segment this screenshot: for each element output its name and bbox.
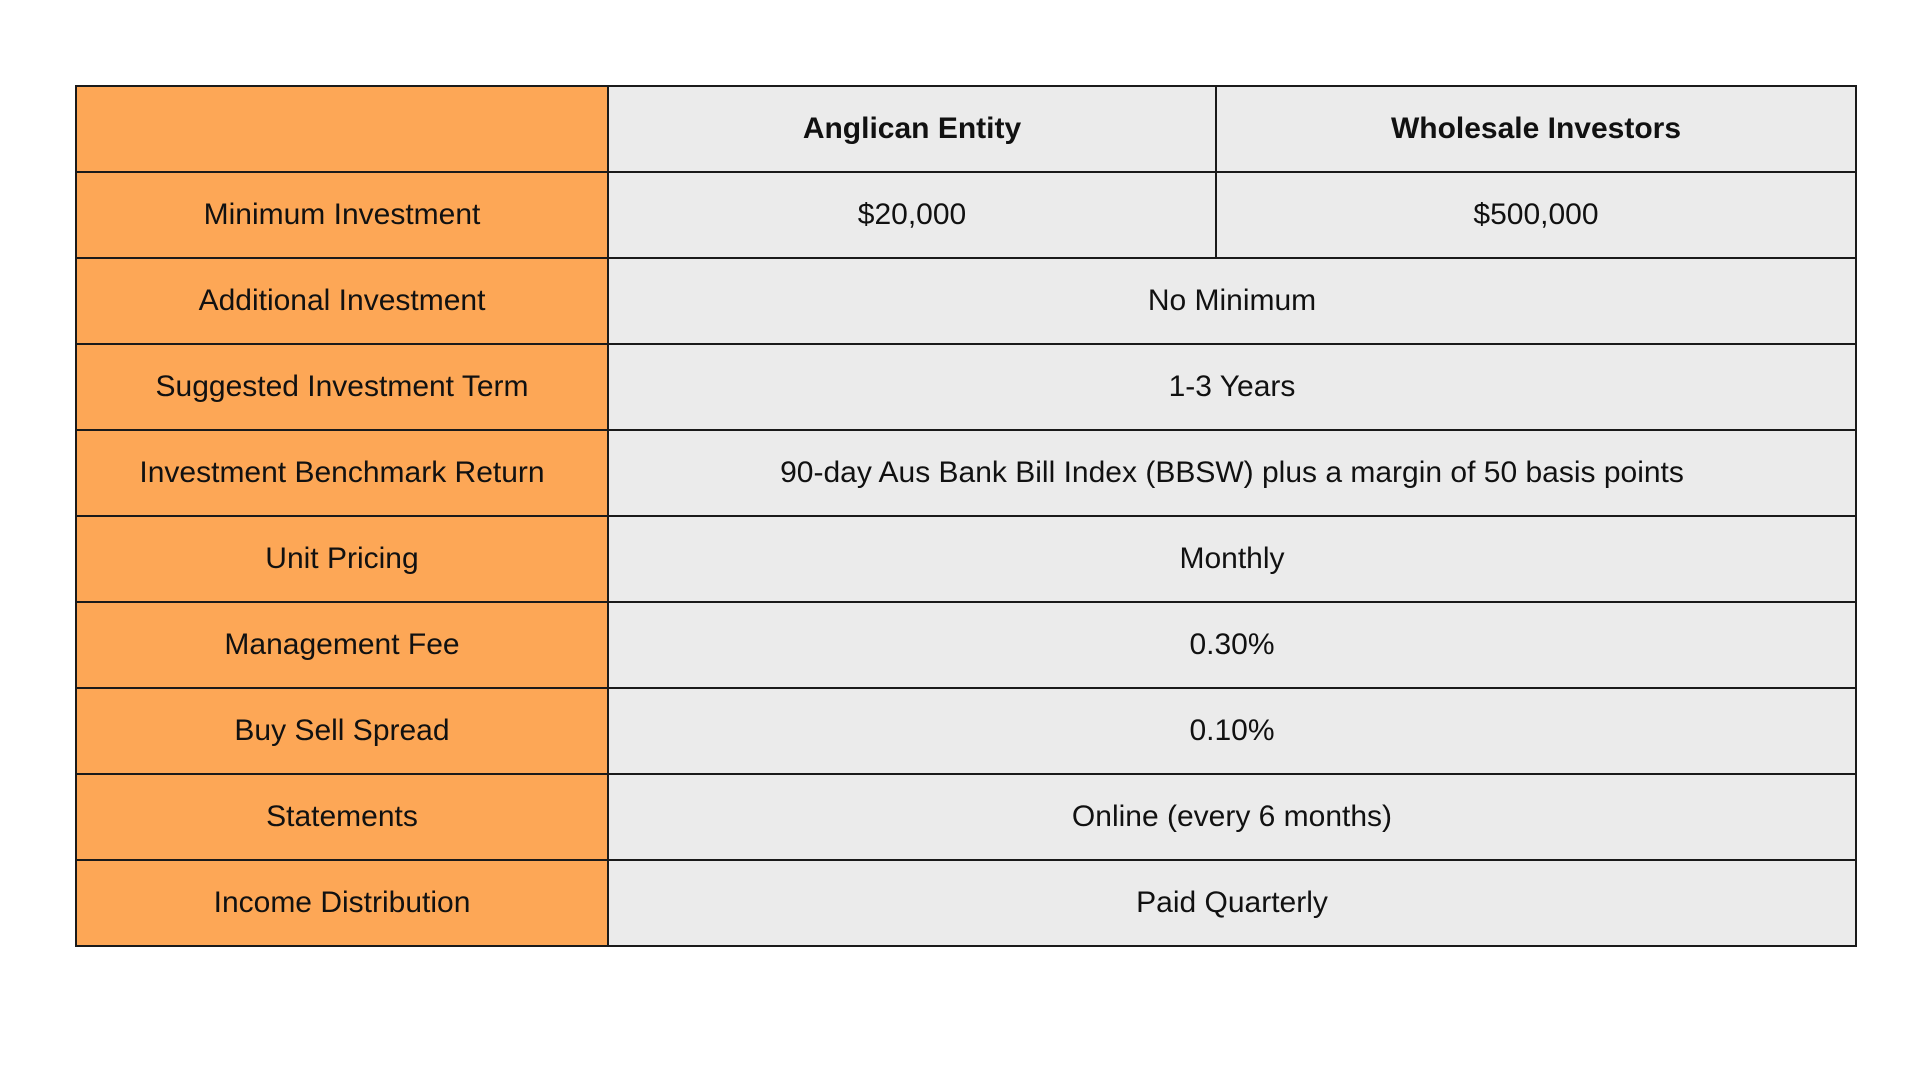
header-empty-cell [76,86,608,172]
row-label-additional-investment: Additional Investment [76,258,608,344]
row-label-unit-pricing: Unit Pricing [76,516,608,602]
minimum-investment-anglican: $20,000 [608,172,1216,258]
row-value-additional-investment: No Minimum [608,258,1856,344]
row-label-statements: Statements [76,774,608,860]
row-value-benchmark-return: 90-day Aus Bank Bill Index (BBSW) plus a margin of 50 basis points [608,430,1856,516]
row-label-suggested-term: Suggested Investment Term [76,344,608,430]
row-label-income-distribution: Income Distribution [76,860,608,946]
row-value-statements: Online (every 6 months) [608,774,1856,860]
row-value-buy-sell-spread: 0.10% [608,688,1856,774]
investment-terms-table-wrapper [75,85,1855,947]
row-label-buy-sell-spread: Buy Sell Spread [76,688,608,774]
header-anglican-entity: Anglican Entity [608,86,1216,172]
row-label-benchmark-return: Investment Benchmark Return [76,430,608,516]
table-row [76,516,1856,602]
table-row [76,430,1856,516]
row-label-minimum-investment: Minimum Investment [76,172,608,258]
table-row [76,258,1856,344]
table-row [76,774,1856,860]
table-row [76,602,1856,688]
row-value-unit-pricing: Monthly [608,516,1856,602]
table-row [76,172,1856,258]
minimum-investment-wholesale: $500,000 [1216,172,1856,258]
row-label-management-fee: Management Fee [76,602,608,688]
table-header-row [76,86,1856,172]
investment-terms-table [75,85,1857,947]
table-row [76,344,1856,430]
header-wholesale-investors: Wholesale Investors [1216,86,1856,172]
table-row [76,688,1856,774]
row-value-income-distribution: Paid Quarterly [608,860,1856,946]
row-value-management-fee: 0.30% [608,602,1856,688]
row-value-suggested-term: 1-3 Years [608,344,1856,430]
table-row [76,860,1856,946]
